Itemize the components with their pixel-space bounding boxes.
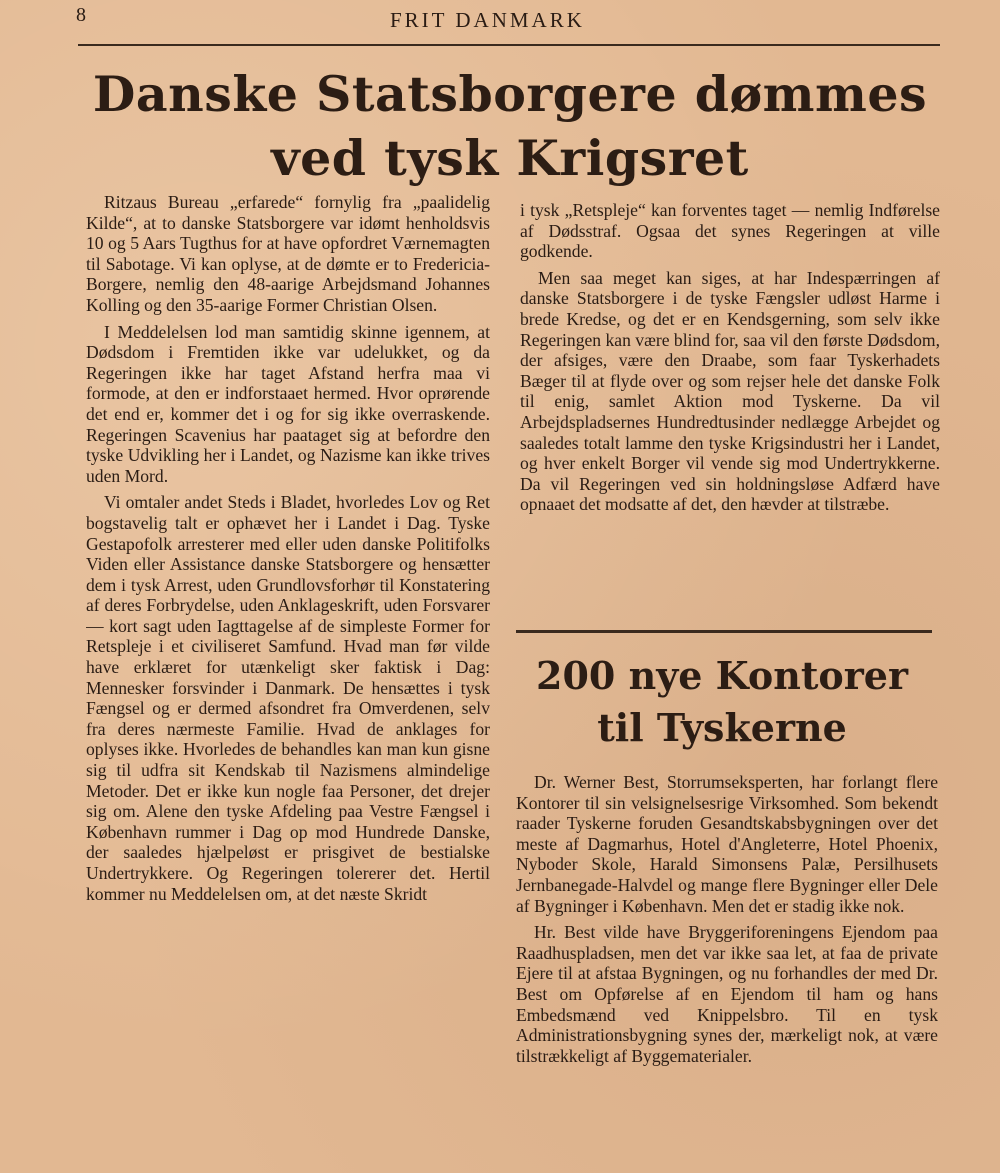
article-1-paragraph: I Meddelelsen lod man samtidig skinne igennem, at Dødsdom i Fremtiden ikke var udelukket, og da Regeringen ikke har taget Afstand herfra maa vi formode, at den er indforstaaet hermed. Hvor oprørende det end er, kommer det i og for sig ikke overraskende. Regeringen Scavenius har paataget sig at befordre den tyske Udvikling her i Landet, og Nazisme kan ikke trives uden Mord.: [86, 321, 490, 486]
masthead: FRIT DANMARK: [390, 8, 585, 32]
article-2-headline: 200 nye Kontorer til Tyskerne: [536, 653, 908, 750]
article-1-headline: Danske Statsborgere dømmes ved tysk Krigsret: [92, 65, 928, 187]
header-rule: [78, 44, 940, 46]
article-2-paragraph: Dr. Werner Best, Storrumseksperten, har forlangt flere Kontorer til sin velsignelsesrige Virksomhed. Som bekendt raader Tyskerne foruden Gesandtskabsbygningen over det meste af Dagmarhus, Hotel d'Angleterre, Hotel Phoenix, Nyboder Skole, Harald Simonsens Palæ, Persilhusets Jernbanegade-Halvdel og mange flere Bygninger eller Dele af Bygninger i København. Men det er stadig ikke nok.: [516, 772, 938, 916]
article-1-paragraph: Vi omtaler andet Steds i Bladet, hvorledes Lov og Ret bogstavelig talt er ophævet her i Landet i Dag. Tyske Gestapofolk arresterer med eller uden danske Politifolks Viden eller Assistance danske Statsborgere og hensætter dem i tysk Arrest, uden Grundlovsforhør til Konstatering af deres Forbrydelse, uden Anklageskrift, uden Forsvarer — kort sagt uden Iagttagelse af de simpleste Former for Retspleje i et civiliseret Samfund. Hvad man før vilde have erklæret for utænkeligt sker faktisk i Dag: Mennesker forsvinder i Danmark. De hensættes i tysk Fængsel og er dermed afsondret fra Omverdenen, selv fra deres nærmeste Familie. Hvad de anklages for oplyses ikke. Hvorledes de behandles kan man kun gisne sig til udfra sit Kendskab til Nazismens almindelige Metoder. Det er ikke kun nogle faa Personer, det drejer sig om. Alene den tyske Afdeling paa Vestre Fængsel i København rummer i Dag op mod Hundrede Danske, der saaledes hjælpeløst er prisgivet de bestialske Undertrykkere. Og Regeringen tolererer det. Hertil kommer nu Meddelelsen om, at det næste Skridt: [86, 492, 490, 904]
article-2-paragraph: Hr. Best vilde have Bryggeriforeningens Ejendom paa Raadhuspladsen, men det var ikke saa let, at faa de private Ejere til at afstaa Bygningen, og nu forhandles der med Dr. Best om Opførelse af en Ejendom til ham og hans Embedsmænd ved Knippelsbro. Til en tysk Administrationsbygning synes der, mærkeligt nok, at være tilstrækkeligt af Byggematerialer.: [516, 922, 938, 1066]
article-1-column-right: [520, 200, 940, 618]
article-1-column-left: [86, 192, 490, 1167]
article-2-body: [516, 772, 938, 1172]
page-number: 8: [76, 4, 87, 26]
article-1-paragraph: i tysk „Retspleje“ kan forventes taget — nemlig Indførelse af Dødsstraf. Ogsaa det synes Regeringen at ville godkende.: [520, 200, 940, 262]
article-divider-rule: [516, 630, 932, 633]
article-1-paragraph: Ritzaus Bureau „erfarede“ fornylig fra „paalidelig Kilde“, at to danske Statsborgere var idømt henholdsvis 10 og 5 Aars Tugthus for at have opfordret Værnemagten til Sabotage. Vi kan oplyse, at de dømte er to Fredericia-Borgere, nemlig den 48-aarige Arbejdsmand Johannes Kolling og den 35-aarige Former Christian Olsen.: [86, 192, 490, 315]
article-1-paragraph: Men saa meget kan siges, at har Indespærringen af danske Statsborgere i de tyske Fængsler udløst Harme i brede Kredse, og det er en Kendsgerning, som selv ikke Regeringen kan være blind for, saa vil den første Dødsdom, der afsiges, være den Draabe, som faar Tyskerhadets Bæger til at flyde over og som rejser hele det danske Folk til enig, samlet Aktion mod Tyskerne. Da vil Arbejdspladsernes Hundredtusinder nedlægge Arbejdet og saaledes totalt lamme den tyske Krigsindustri her i Landet, og hver enkelt Borger vil vende sig mod Undertrykkerne. Da vil Regeringen ved sin holdningsløse Adfærd have opnaaet det modsatte af det, den hævder at tilstræbe.: [520, 267, 940, 515]
